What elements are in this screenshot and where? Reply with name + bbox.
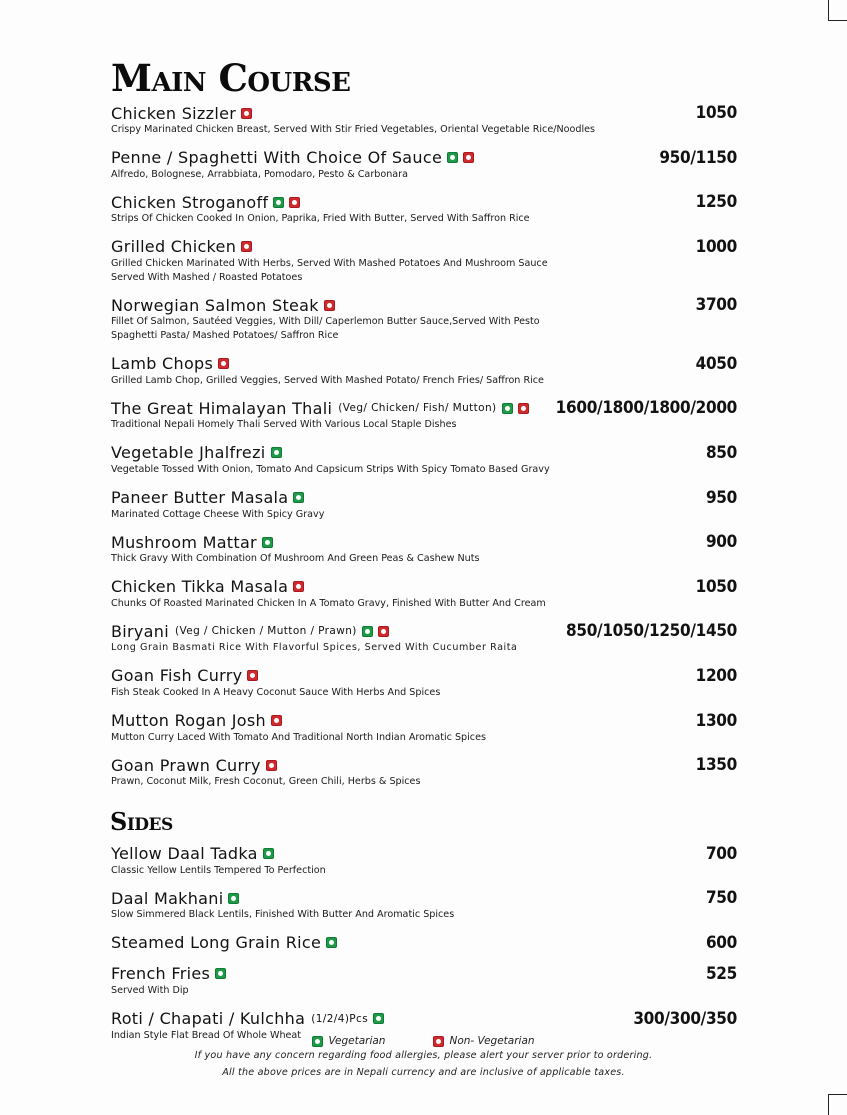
menu-item-name: Roti / Chapati / Kulchha (111, 1009, 306, 1028)
diet-legend (0, 1033, 847, 1049)
nonveg-icon (293, 581, 304, 592)
menu-item (111, 192, 737, 237)
nonveg-icon (324, 300, 335, 311)
menu-item (111, 666, 737, 711)
menu-item-description: Crispy Marinated Chicken Breast, Served With Stir Fried Vegetables, Oriental Vegetable Rice/Noodles (111, 124, 596, 135)
menu-page (111, 56, 737, 1053)
menu-item-description: Classic Yellow Lentils Tempered To Perfection (111, 864, 326, 876)
menu-item (111, 398, 737, 443)
veg-icon (263, 848, 274, 859)
menu-item-price: 1050 (695, 103, 737, 123)
menu-item-description: Fish Steak Cooked In A Heavy Coconut Sauce With Herbs And Spices (111, 686, 441, 698)
menu-item-price: 1050 (695, 576, 737, 597)
veg-icon (262, 537, 273, 548)
menu-item-name: Chicken Tikka Masala (111, 577, 289, 597)
menu-item (111, 964, 737, 1009)
menu-item-header (111, 844, 737, 864)
menu-item (111, 888, 737, 933)
sides-list (111, 844, 737, 1053)
menu-item (111, 443, 737, 488)
menu-item-header (111, 443, 737, 463)
menu-item-description: Grilled Lamb Chop, Grilled Veggies, Served With Mashed Potato/ French Fries/ Saffron Rice (111, 374, 544, 386)
menu-item-description: Long Grain Basmati Rice With Flavorful Spices, Served With Cucumber Raita (111, 642, 518, 654)
veg-icon (362, 626, 373, 637)
menu-item-name: The Great Himalayan Thali (111, 398, 333, 418)
page-corner-mark-bottom (828, 1094, 847, 1115)
menu-item-header (111, 103, 737, 123)
menu-item-header (111, 888, 737, 908)
menu-item-price: 300/300/350 (633, 1008, 737, 1029)
menu-item-description: Served With Dip (111, 984, 189, 996)
nonveg-icon (433, 1036, 444, 1047)
nonveg-icon (266, 760, 277, 771)
menu-item-name: Mutton Rogan Josh (111, 711, 266, 731)
menu-item-name: Paneer Butter Masala (111, 488, 289, 508)
menu-item-name: Biryani (111, 621, 169, 641)
menu-item-price: 850/1050/1250/1450 (566, 621, 737, 642)
nonveg-icon (241, 108, 252, 119)
menu-item-price: 525 (705, 963, 737, 984)
menu-item-price: 850 (705, 442, 737, 463)
menu-item-price: 1350 (695, 755, 737, 776)
nonveg-icon (463, 152, 474, 163)
menu-item-name: Vegetable Jhalfrezi (111, 443, 266, 463)
menu-item-price: 950 (705, 487, 737, 508)
menu-item-header (111, 488, 737, 508)
menu-item-name: Chicken Stroganoff (111, 192, 269, 212)
page-corner-mark-top (828, 0, 847, 21)
menu-item-header (111, 577, 737, 597)
menu-item-options: (1/2/4)Pcs (311, 1012, 369, 1025)
menu-item (111, 354, 737, 399)
menu-item-name: Steamed Long Grain Rice (111, 933, 322, 953)
menu-item-description: Thick Gravy With Combination Of Mushroom And Green Peas & Cashew Nuts (111, 553, 480, 565)
legend-veg (312, 1035, 385, 1047)
menu-item-name: Goan Fish Curry (111, 666, 243, 686)
menu-item (111, 711, 737, 756)
menu-item-description: Alfredo, Bolognese, Arrabbiata, Pomodaro, Pesto & Carbonara (111, 168, 409, 180)
legend-nonveg-label: Non- Vegetarian (449, 1035, 535, 1047)
menu-item (111, 755, 737, 800)
menu-item-name: Yellow Daal Tadka (111, 844, 258, 864)
menu-item-price: 700 (705, 843, 737, 864)
menu-item-description: Grilled Chicken Marinated With Herbs, Served With Mashed Potatoes And Mushroom Sauce (111, 257, 548, 269)
menu-item-header (111, 295, 737, 315)
veg-icon (271, 447, 282, 458)
menu-item-price: 4050 (695, 353, 737, 374)
veg-icon (293, 492, 304, 503)
menu-item-header (111, 755, 737, 775)
menu-item (111, 621, 737, 666)
veg-icon (373, 1013, 384, 1024)
legend-veg-label: Vegetarian (328, 1035, 386, 1047)
menu-item (111, 237, 737, 296)
menu-item-description: Served With Mashed / Roasted Potatoes (111, 271, 303, 283)
menu-item-name: French Fries (111, 964, 211, 984)
veg-icon (326, 937, 337, 948)
menu-item-header (111, 964, 737, 984)
menu-item-header (111, 933, 737, 953)
menu-item-header (111, 192, 737, 212)
menu-item-options: (Veg/ Chicken/ Fish/ Mutton) (338, 402, 497, 415)
menu-item-header (111, 237, 737, 257)
menu-item-header (111, 148, 737, 168)
sides-title: Sides (110, 806, 173, 836)
price-note: All the above prices are in Nepali currency and are inclusive of applicable taxes. (222, 1067, 625, 1078)
menu-item-price: 600 (705, 932, 737, 953)
menu-item-header (111, 711, 737, 731)
menu-item-price: 1300 (695, 710, 737, 731)
menu-item (111, 577, 737, 622)
menu-item-description: Slow Simmered Black Lentils, Finished With Butter And Aromatic Spices (111, 909, 455, 921)
nonveg-icon (241, 241, 252, 252)
veg-icon (447, 152, 458, 163)
menu-item-name: Norwegian Salmon Steak (111, 295, 319, 315)
nonveg-icon (218, 358, 229, 369)
main-course-title: Main Course (111, 56, 351, 100)
menu-item-name: Daal Makhani (111, 888, 224, 908)
nonveg-icon (289, 197, 300, 208)
menu-item-description: Chunks Of Roasted Marinated Chicken In A Tomato Gravy, Finished With Butter And Cream (111, 597, 546, 609)
menu-item (111, 295, 737, 354)
menu-item (111, 103, 737, 148)
veg-icon (215, 968, 226, 979)
menu-item-description: Mutton Curry Laced With Tomato And Traditional North Indian Aromatic Spices (111, 731, 486, 743)
menu-item-description: Indian Style Flat Bread Of Whole Wheat (111, 1029, 302, 1041)
menu-item-description: Marinated Cottage Cheese With Spicy Gravy (111, 508, 325, 520)
menu-item (111, 488, 737, 533)
menu-item-price: 3700 (695, 295, 737, 316)
menu-item (111, 148, 737, 193)
menu-item-header (111, 666, 737, 686)
nonveg-icon (378, 626, 389, 637)
menu-item-description: Vegetable Tossed With Onion, Tomato And Capsicum Strips With Spicy Tomato Based Gravy (111, 463, 550, 475)
legend-nonveg (433, 1035, 534, 1047)
menu-item-description: Traditional Nepali Homely Thali Served With Various Local Staple Dishes (111, 419, 457, 431)
menu-item-price: 1600/1800/1800/2000 (555, 398, 737, 419)
nonveg-icon (518, 403, 529, 414)
menu-item-price: 950/1150 (659, 147, 737, 168)
menu-item-name: Lamb Chops (111, 354, 214, 374)
menu-item-description: Fillet Of Salmon, Sautéed Veggies, With Dill/ Caperlemon Butter Sauce,Served With Pesto (111, 316, 540, 328)
menu-item (111, 844, 737, 889)
veg-icon (502, 403, 513, 414)
allergy-note: If you have any concern regarding food allergies, please alert your server prior to ordering. (194, 1050, 653, 1061)
menu-item-header (111, 354, 737, 374)
nonveg-icon (271, 715, 282, 726)
nonveg-icon (247, 670, 258, 681)
menu-item-name: Grilled Chicken (111, 237, 237, 257)
veg-icon (273, 197, 284, 208)
menu-item-price: 1250 (695, 192, 737, 213)
menu-item-name: Chicken Sizzler (111, 103, 237, 123)
veg-icon (228, 893, 239, 904)
menu-item-description: Prawn, Coconut Milk, Fresh Coconut, Green Chili, Herbs & Spices (111, 776, 421, 788)
menu-item-name: Penne / Spaghetti With Choice Of Sauce (111, 148, 443, 168)
menu-item (111, 532, 737, 577)
menu-item-price: 750 (705, 888, 737, 909)
menu-item-description: Spaghetti Pasta/ Mashed Potatoes/ Saffron Rice (111, 330, 339, 342)
menu-item-name: Goan Prawn Curry (111, 755, 261, 775)
menu-item-options: (Veg / Chicken / Mutton / Prawn) (174, 625, 357, 638)
menu-item-header (111, 532, 737, 552)
main-course-list (111, 103, 737, 800)
menu-item (111, 933, 737, 964)
veg-icon (312, 1036, 323, 1047)
menu-item-description: Strips Of Chicken Cooked In Onion, Paprika, Fried With Butter, Served With Saffron Rice (111, 213, 530, 225)
menu-item-price: 1200 (695, 665, 737, 686)
menu-item-price: 1000 (695, 236, 737, 257)
menu-item-name: Mushroom Mattar (111, 532, 257, 552)
menu-item-price: 900 (705, 532, 737, 553)
